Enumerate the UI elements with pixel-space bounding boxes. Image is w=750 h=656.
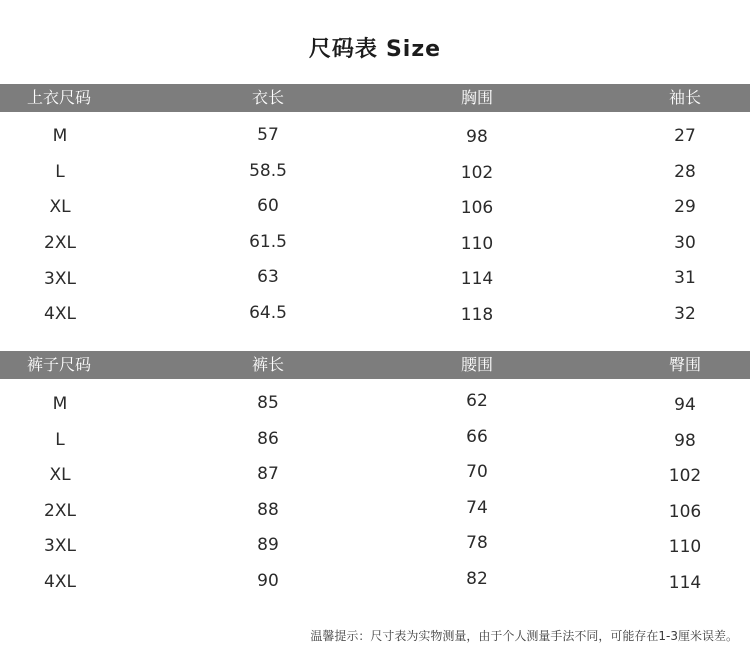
cell-length: 90	[257, 571, 279, 591]
title-en: Size	[385, 37, 442, 62]
header-pants-hip: 臀围	[668, 355, 702, 374]
cell-size: 4XL	[44, 572, 76, 592]
cell-waist: 74	[466, 498, 488, 518]
cell-chest: 118	[460, 305, 494, 325]
cell-size: 3XL	[44, 269, 76, 289]
cell-hip: 106	[668, 502, 702, 522]
bottom-table-header	[0, 351, 750, 379]
cell-size: 2XL	[44, 233, 76, 253]
cell-chest: 102	[460, 163, 494, 183]
cell-size: 4XL	[44, 304, 76, 324]
cell-hip: 102	[668, 466, 702, 486]
cell-size: M	[52, 126, 68, 146]
cell-size: 3XL	[44, 536, 76, 556]
cell-size: XL	[49, 197, 71, 217]
page-title	[0, 32, 750, 63]
title-cn: 尺码表	[308, 37, 378, 62]
cell-hip: 94	[674, 395, 696, 415]
cell-length: 57	[257, 125, 279, 145]
cell-sleeve: 31	[674, 268, 696, 288]
header-top-length: 衣长	[251, 88, 285, 107]
cell-sleeve: 30	[674, 233, 696, 253]
top-table-header	[0, 84, 750, 112]
cell-hip: 110	[668, 537, 702, 557]
cell-length: 60	[257, 196, 279, 216]
cell-size: XL	[49, 465, 71, 485]
cell-length: 87	[257, 464, 279, 484]
cell-chest: 106	[460, 198, 494, 218]
cell-waist: 66	[466, 427, 488, 447]
cell-length: 89	[257, 535, 279, 555]
cell-length: 85	[257, 393, 279, 413]
cell-chest: 98	[466, 127, 488, 147]
cell-chest: 110	[460, 234, 494, 254]
cell-chest: 114	[460, 269, 494, 289]
header-top-size: 上衣尺码	[27, 88, 92, 107]
cell-waist: 70	[466, 462, 488, 482]
header-pants-length: 裤长	[251, 355, 285, 374]
cell-length: 86	[257, 429, 279, 449]
cell-sleeve: 27	[674, 126, 696, 146]
header-pants-size: 裤子尺码	[27, 355, 92, 374]
cell-hip: 114	[668, 573, 702, 593]
header-top-chest: 胸围	[460, 88, 494, 107]
cell-waist: 62	[466, 391, 488, 411]
header-pants-waist: 腰围	[460, 355, 494, 374]
cell-length: 58.5	[249, 161, 287, 181]
cell-size: L	[55, 430, 65, 450]
cell-waist: 78	[466, 533, 488, 553]
cell-size: L	[55, 162, 65, 182]
cell-sleeve: 29	[674, 197, 696, 217]
cell-waist: 82	[466, 569, 488, 589]
cell-length: 61.5	[249, 232, 287, 252]
cell-length: 63	[257, 267, 279, 287]
cell-length: 88	[257, 500, 279, 520]
cell-hip: 98	[674, 431, 696, 451]
cell-sleeve: 28	[674, 162, 696, 182]
header-top-sleeve: 袖长	[668, 88, 702, 107]
cell-sleeve: 32	[674, 304, 696, 324]
footer-note: 温馨提示：尺寸表为实物测量，由于个人测量手法不同，可能存在1-3厘米误差。	[310, 629, 738, 643]
cell-size: 2XL	[44, 501, 76, 521]
cell-length: 64.5	[249, 303, 287, 323]
cell-size: M	[52, 394, 68, 414]
